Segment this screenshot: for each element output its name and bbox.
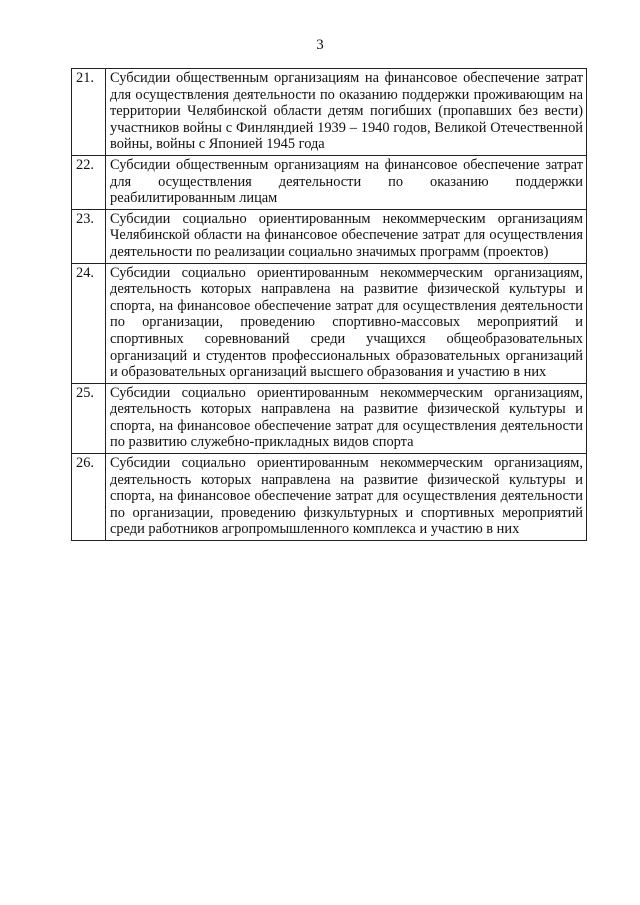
row-text: Субсидии социально ориентированным некоммерческим организациям Челябинской области на финансовое обеспечение затрат для осуществления деятельности по реализации социально значимых программ (проектов) xyxy=(106,209,587,263)
row-number: 24. xyxy=(72,263,106,383)
table-row xyxy=(72,69,587,156)
table-row xyxy=(72,155,587,209)
row-text: Субсидии общественным организациям на финансовое обеспечение затрат для осуществления деятельности по оказанию поддержки проживающим на территории Челябинской области детям погибших (пропавших без вести) участников войны с Финляндией 1939 – 1940 годов, Великой Отечественной войны, войны с Японией 1945 года xyxy=(106,69,587,156)
page-number: 3 xyxy=(316,37,324,53)
row-number: 26. xyxy=(72,454,106,541)
table-row xyxy=(72,263,587,383)
row-number: 22. xyxy=(72,155,106,209)
row-text: Субсидии социально ориентированным некоммерческим организациям, деятельность которых направлена на развитие физической культуры и спорта, на финансовое обеспечение затрат для осуществления деятельности по развитию служебно-прикладных видов спорта xyxy=(106,383,587,453)
table-row xyxy=(72,209,587,263)
row-text: Субсидии общественным организациям на финансовое обеспечение затрат для осуществления деятельности по оказанию поддержки реабилитированным лицам xyxy=(106,155,587,209)
row-number: 23. xyxy=(72,209,106,263)
row-text: Субсидии социально ориентированным некоммерческим организациям, деятельность которых направлена на развитие физической культуры и спорта, на финансовое обеспечение затрат для осуществления деятельности по организации, проведению физкультурных и спортивных мероприятий среди работников агропромышленного комплекса и участию в них xyxy=(106,454,587,541)
table-row xyxy=(72,383,587,453)
subsidies-table xyxy=(71,68,587,541)
row-number: 25. xyxy=(72,383,106,453)
row-text: Субсидии социально ориентированным некоммерческим организациям, деятельность которых направлена на развитие физической культуры и спорта, на финансовое обеспечение затрат для осуществления деятельности по организации, проведению спортивно-массовых мероприятий и спортивных соревнований среди учащихся общеобразовательных организаций и студентов профессиональных образовательных организаций и образовательных организаций высшего образования и участию в них xyxy=(106,263,587,383)
row-number: 21. xyxy=(72,69,106,156)
table-row xyxy=(72,454,587,541)
